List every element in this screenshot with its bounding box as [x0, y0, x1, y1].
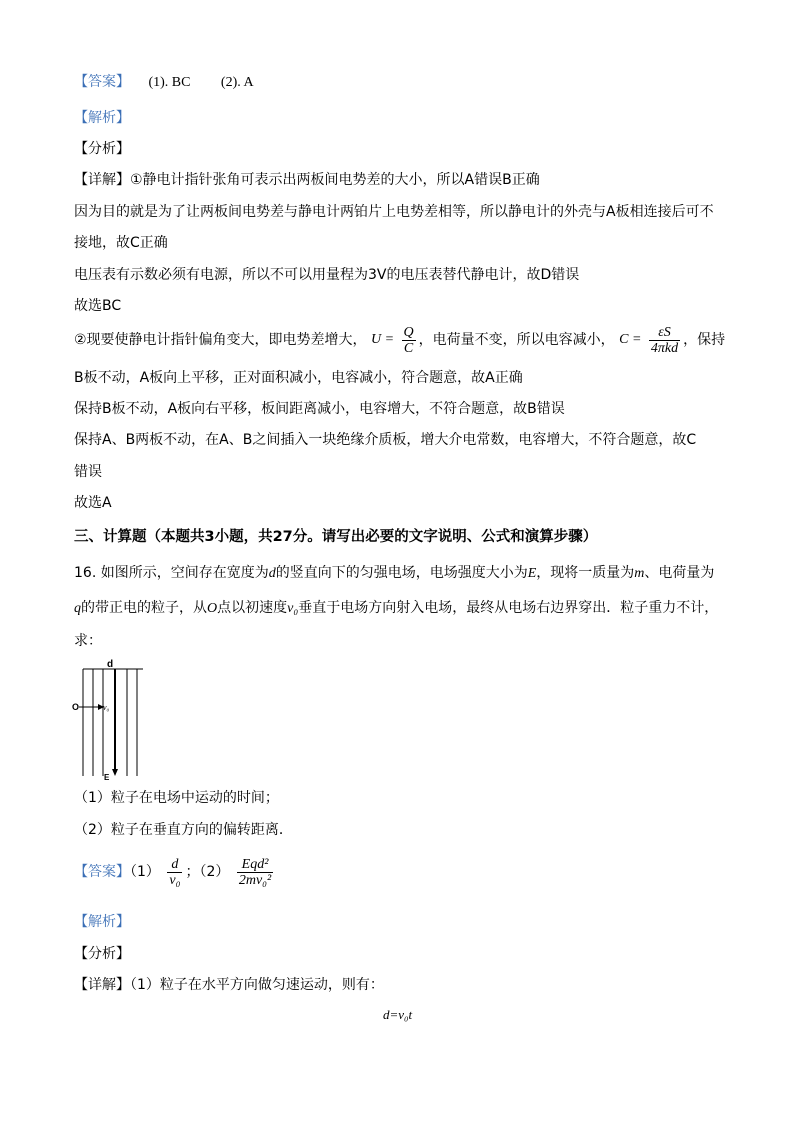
var-E: E — [527, 566, 537, 581]
analysis-tag: 【解析】 — [74, 110, 130, 126]
fenxi-tag: 【分析】 — [74, 141, 130, 157]
c-numerator: εS — [649, 325, 680, 341]
detail2-text: （1）粒子在水平方向做匀速运动，则有： — [130, 977, 384, 993]
problem-text-1c: ，现将一质量为 — [536, 565, 635, 581]
detail-line-7: B板不动，A板向上平移，正对面积减小，电容减小，符合题意，故A正确 — [74, 370, 523, 386]
detail-line-6 — [74, 322, 725, 358]
answer-fraction-2 — [237, 857, 273, 888]
electric-field-figure — [70, 656, 155, 781]
var-v0: v₀ — [287, 601, 299, 616]
c-fraction — [649, 325, 680, 356]
detail-text-6b: ，电荷量不变，所以电容减小， — [418, 332, 615, 348]
label-E: E — [104, 773, 110, 781]
answer-part-2: (2). A — [220, 75, 254, 90]
detail-line-2: 因为目的就是为了让两板间电势差与静电计两铂片上电势差相等，所以静电计的外壳与A板相连接后可不 — [74, 204, 714, 220]
u-fraction — [402, 325, 416, 356]
u-formula-lhs: U = — [371, 332, 395, 347]
answer1-numerator: d — [167, 857, 182, 873]
answer2-line — [74, 852, 276, 892]
question-2: （2）粒子在垂直方向的偏转距离． — [74, 822, 293, 838]
answer2-numerator: Eqd² — [237, 857, 273, 873]
detail-line-9: 保持A、B两板不动，在A、B之间插入一块绝缘介质板，增大介电常数，电容增大，不符合题意，故C — [74, 432, 697, 448]
c-formula-lhs: C = — [619, 332, 642, 347]
answer2-denominator: 2mv₀² — [238, 872, 272, 888]
detail-line-8: 保持B板不动，A板向右平移，板间距离减小，电容增大，不符合题意，故B错误 — [74, 401, 565, 417]
answer-tag: 【答案】 — [74, 74, 130, 90]
problem-text-1b: 的竖直向下的匀强电场，电场强度大小为 — [275, 565, 528, 581]
problem-text-2a: 的带正电的粒子，从 — [81, 600, 207, 616]
detail-line-11: 故选A — [74, 495, 112, 511]
problem-line-3: 求： — [74, 633, 102, 649]
answer-line-1 — [74, 72, 254, 93]
answer2-prefix-1: （1） — [130, 864, 160, 880]
fenxi2-tag: 【分析】 — [74, 946, 130, 962]
var-q: q — [74, 601, 81, 616]
question-1: （1）粒子在电场中运动的时间； — [74, 790, 279, 806]
problem-line-1 — [74, 563, 714, 584]
detail-text-1: ①静电计指针张角可表示出两板间电势差的大小，所以A错误B正确 — [130, 172, 540, 188]
var-d: d — [268, 566, 276, 581]
label-d: d — [107, 659, 114, 670]
detail-line-10: 错误 — [74, 464, 102, 480]
answer-fraction-1 — [167, 857, 182, 888]
detail2-line — [74, 975, 384, 995]
detail-line-5: 故选BC — [74, 298, 122, 314]
problem-line-2 — [74, 598, 718, 619]
detail-tag: 【详解】 — [74, 172, 130, 188]
problem-text-2b: 点以初速度 — [217, 600, 288, 616]
answer-part-1: (1). BC — [148, 75, 191, 90]
problem-text-2c: 垂直于电场方向射入电场，最终从电场右边界穿出．粒子重力不计， — [298, 600, 719, 616]
analysis2-tag: 【解析】 — [74, 914, 130, 930]
detail-text-6c: ，保持 — [683, 332, 726, 348]
detail-line-4: 电压表有示数必须有电源，所以不可以用量程为3V的电压表替代静电计，故D错误 — [74, 267, 580, 283]
problem-text-1a: 16. 如图所示，空间存在宽度为 — [74, 565, 269, 581]
problem-text-1d: 、电荷量为 — [644, 565, 715, 581]
field-arrowhead — [112, 769, 118, 776]
var-m: m — [634, 566, 645, 581]
detail-line-3: 接地，故C正确 — [74, 235, 168, 251]
answer2-prefix-2: ；（2） — [185, 864, 230, 880]
detail2-tag: 【详解】 — [74, 977, 130, 993]
answer2-tag: 【答案】 — [74, 864, 130, 880]
c-denominator: 4πkd — [650, 340, 679, 356]
var-O: O — [207, 601, 218, 616]
section-title: 三、计算题（本题共3小题，共27分。请写出必要的文字说明、公式和演算步骤） — [74, 529, 598, 545]
detail-text-6a: ②现要使静电计指针偏角变大，即电势差增大， — [74, 332, 367, 348]
label-v0: v₀ — [103, 703, 110, 712]
answer1-denominator: v₀ — [169, 872, 181, 888]
label-O: O — [72, 702, 80, 712]
u-denominator: C — [403, 340, 414, 356]
equation-d-v0t: d=v₀t — [383, 1007, 413, 1022]
detail-line-1 — [74, 170, 540, 190]
u-numerator: Q — [403, 324, 414, 340]
